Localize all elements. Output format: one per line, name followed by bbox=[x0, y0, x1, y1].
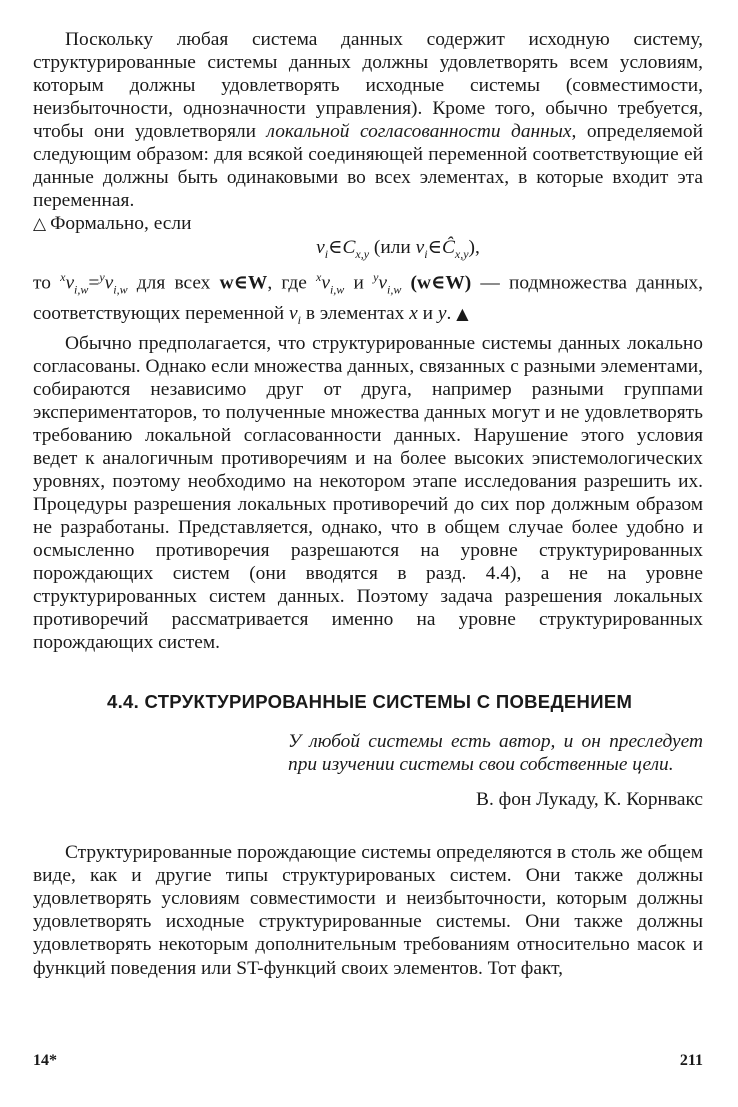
formula-line bbox=[33, 236, 703, 266]
formula-var: v bbox=[316, 237, 325, 259]
sup: y bbox=[99, 270, 105, 285]
paragraph-contradictions: Обычно предполагается, что структурированные системы данных локально согласованы. Однако если множества данных, связанных с разными элементами, собираются независимо друг от друга, например разными группами экспериментаторов, то полученные множества данных могут и не удовлетворять требованию локальной согласованности данных. Нарушение этого условия ведет к аналогичным противоречиям и на более высоких эпистемологических уровнях, поэтому необходимо на некотором этапе исследования разрешить их. Процедуры разрешения локальных противоречий до сих пор должным образом не разработаны. Представляется, однако, что в общем случае более удобно и осмысленно противоречия разрешаются на уровне структурированных порождающих систем (они вводятся в разд. 4.4), а не на уровне структурированных систем данных. Поэтому задача разрешения локальных противоречий рассматривается именно на уровне структурированных порождающих систем. bbox=[33, 332, 703, 654]
formula-sub: x,y bbox=[355, 247, 370, 262]
text: в элементах bbox=[300, 302, 410, 324]
formula-symbol: ∈ bbox=[427, 237, 442, 259]
bold-set: w∈W bbox=[219, 272, 268, 294]
sub: i,w bbox=[387, 282, 402, 297]
symbol: = bbox=[88, 272, 100, 294]
epigraph-author: В. фон Лукаду, К. Корнвакс bbox=[476, 789, 703, 811]
formula-text: (или bbox=[369, 237, 416, 259]
sup: y bbox=[373, 270, 379, 285]
text: и bbox=[344, 272, 374, 294]
var: v bbox=[104, 272, 114, 294]
var: v bbox=[321, 272, 330, 294]
signature-mark: 14* bbox=[33, 1052, 57, 1069]
spacer bbox=[33, 811, 703, 841]
paragraph-structured-generative: Структурированные порождающие системы определяются в столь же общем виде, как и другие типы структурированых систем. Они также должны удовлетворять условиям совместимости и неизбыточности, которым должны удовлетворять исходные структурированные системы. Они также должны удовлетворять некоторым дополнительным требованиям относительно масок и функций поведения или ST-функций своих элементов. Тот факт, bbox=[33, 842, 703, 979]
paragraph-text: , определяемой следующим образом: для всякой соединяющей переменной соответствующие ей данные должны быть одинаковыми во всех элементах, в которые входит эта переменная. bbox=[33, 121, 703, 212]
formula-sub: i bbox=[424, 247, 428, 262]
page-body bbox=[33, 28, 703, 980]
paragraph-local-consistency bbox=[33, 28, 703, 212]
formula-var: v bbox=[415, 237, 425, 259]
formula-text: ), bbox=[468, 237, 480, 259]
sup: x bbox=[316, 270, 322, 285]
formal-intro bbox=[33, 212, 703, 236]
sup: x bbox=[60, 270, 66, 285]
sub: i,w bbox=[113, 282, 128, 297]
section-title: 4.4. СТРУКТУРИРОВАННЫЕ СИСТЕМЫ С ПОВЕДЕНИЕМ bbox=[107, 691, 633, 713]
formula-symbol: ∈ bbox=[328, 237, 343, 259]
page-number: 211 bbox=[679, 1052, 703, 1069]
paragraph-text: Поскольку любая система данных содержит исходную систему, структурированные системы данных должны удовлетворять всем условиям, которым должны удовлетворять исходные системы (совместимости, неизбыточности, однозначности управления). Кроме того, обычно требуется, чтобы они удовлетворяли bbox=[33, 29, 703, 143]
formula-set: Ĉ bbox=[441, 237, 455, 259]
formula-sub: x,y bbox=[454, 247, 469, 262]
sub: i bbox=[297, 312, 301, 327]
formal-definition bbox=[33, 266, 703, 331]
text: , где bbox=[267, 272, 317, 294]
text: то bbox=[33, 272, 61, 294]
triangle-filled-icon: ▲ bbox=[456, 303, 469, 323]
var: x bbox=[409, 302, 418, 324]
formula-sub: i bbox=[324, 247, 329, 262]
bold-set: (w∈W) bbox=[401, 272, 472, 294]
var: v bbox=[378, 272, 387, 294]
text: . bbox=[446, 302, 452, 324]
var: v bbox=[289, 302, 298, 324]
emphasized-term: локальной согласованности данных bbox=[266, 121, 572, 143]
triangle-open-icon: △ bbox=[33, 214, 47, 235]
sub: i,w bbox=[74, 282, 89, 297]
text: для всех bbox=[127, 272, 220, 294]
var: y bbox=[437, 302, 447, 324]
formal-intro-text: Формально, если bbox=[50, 213, 192, 235]
var: v bbox=[65, 272, 75, 294]
epigraph: У любой системы есть автор, и он преследует при изучении системы свои собственные цели. bbox=[288, 731, 703, 776]
sub: i,w bbox=[329, 282, 345, 297]
text: — подмножества данных, соответствующих переменной bbox=[33, 272, 704, 324]
text: и bbox=[417, 302, 438, 324]
formula-set: C bbox=[342, 237, 356, 259]
